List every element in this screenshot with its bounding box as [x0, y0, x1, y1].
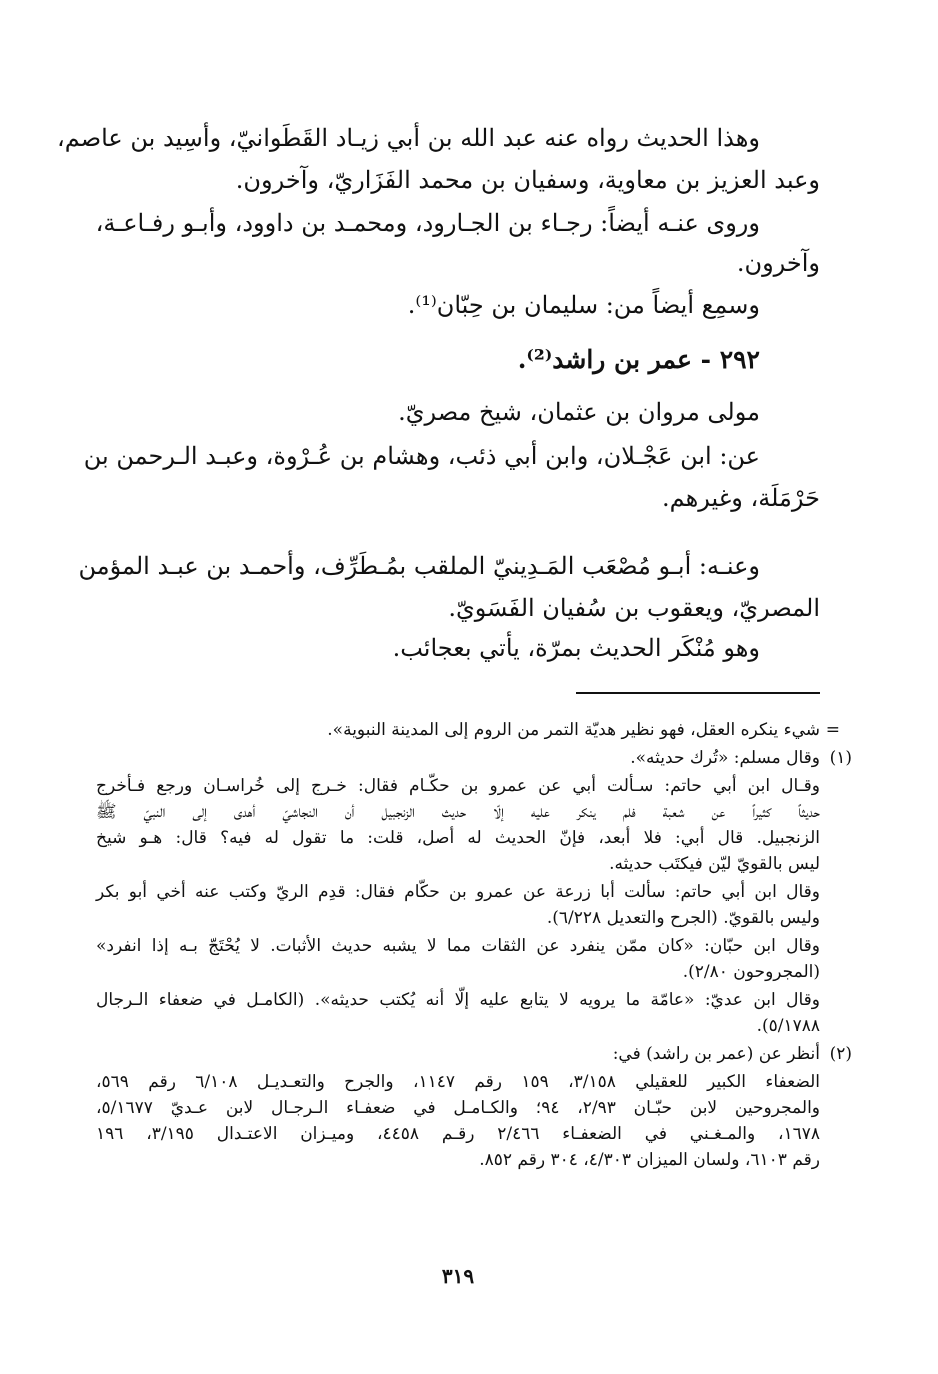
main-text-line: مولى مروان بن عثمان، شيخ مصريّ. [398, 398, 760, 426]
footnote-line: وقـال ابن أبي حاتم: سـألت أبي عن عمرو بن حكّـام فقال: خـرج إلى خُراسـان ورجع فـأخرج [96, 776, 820, 796]
footnote-separator [576, 692, 820, 694]
entry-heading: ٢٩٢ - عمر بن راشد⁽²⁾. [517, 345, 760, 374]
main-text-line: وعبد العزيز بن معاوية، وسفيان بن محمد الفَزَاريّ، وآخرون. [235, 166, 820, 194]
book-page [57, 0, 852, 1374]
main-text-line: المصريّ، ويعقوب بن سُفيان الفَسَويّ. [448, 594, 820, 622]
main-text-line: وعنـه: أبـو مُصْعَب المَـدِينيّ الملقب بمُـطَرِّف، وأحمـد بن عبـد المؤمن [78, 552, 760, 580]
footnote-line: حديثاً كثيراً عن شعبة فلم ينكر عليه إلّا حديث الزنجبيل أن النجاشيّ أهدى إلى النبيّ ﷺ [96, 802, 820, 822]
footnote-line: ٥/١٧٨٨). [756, 1016, 820, 1036]
footnote-line: شيء ينكره العقل، فهو نظير هديّة التمر من الروم إلى المدينة النبوية». [327, 720, 820, 740]
main-text-line: وروى عنـه أيضاً: رجـاء بن الجـارود، ومحمـد بن داوود، وأبـو رفـاعـة، [95, 209, 760, 237]
main-text-line: وهذا الحديث رواه عنه عبد الله بن أبي زيـاد القَطَوانيّ، وأسِيد بن عاصم، [57, 124, 760, 152]
footnote-line: رقم ٦١٠٣، ولسان الميزان ٤/٣٠٣، ٣٠٤ رقم ٨٥٢. [479, 1150, 820, 1170]
footnote-continuation-marker: = [825, 720, 840, 740]
footnote-line: والمجروحين لابن حبّـان ٢/٩٣، ٩٤؛ والكـامـل في ضعفـاء الـرجـال لابن عـديّ ٥/١٦٧٧، [96, 1098, 821, 1118]
footnote-line: الضعفاء الكبير للعقيلي ٣/١٥٨، ١٥٩ رقم ١١٤٧، والجرح والتعـديـل ٦/١٠٨ رقم ٥٦٩، [96, 1072, 820, 1092]
main-text-line: وآخرون. [736, 249, 820, 277]
footnote-line: وقال ابن حبّان: «كان ممّن ينفرد عن الثقات مما لا يشبه حديث الأثبات. لا يُحْتَجّ بـه إذا انفرد» [96, 936, 820, 956]
main-text-line: حَرْمَلَة، وغيرهم. [661, 484, 820, 512]
main-text-line: وسمِع أيضاً من: سليمان بن حِبّان⁽¹⁾. [407, 291, 760, 319]
footnote-line: وليس بالقويّ. (الجرح والتعديل ٦/٢٢٨). [546, 908, 820, 928]
footnote-line: الزنجبيل. قال أبي: فلا أبعد، فإنّ الحديث له أصل، قلت: ما تقول له فيه؟ قال: هـو شيخ [96, 828, 820, 848]
footnote-line: ١٦٧٨، والمـغـني في الضعفـاء ٢/٤٦٦ رقـم ٤٤٥٨، وميـزان الاعتـدال ٣/١٩٥، ١٩٦ [96, 1124, 820, 1144]
main-text-line: وهو مُنْكَر الحديث بمرّة، يأتي بعجائب. [392, 634, 760, 662]
page-number: ٣١٩ [441, 1264, 475, 1288]
footnote-line: ليس بالقويّ ليّن فيكتَب حديثه. [609, 854, 820, 874]
footnote-line: وقال ابن عديّ: «عامّة ما يرويه لا يتابع عليه إلّا أنه يُكتب حديثه». (الكامـل في ضعفاء الـرجال [96, 990, 820, 1010]
main-text-line: عن: ابن عَجْـلان، وابن أبي ذئب، وهشام بن عُـرْوة، وعبـد الـرحمن بن [83, 442, 760, 470]
footnote-line: (المجروحون ٢/٨٠). [682, 962, 820, 982]
footnote-marker: (٢) [829, 1044, 852, 1064]
footnote-marker: (١) [829, 748, 852, 768]
footnote-line: أنظر عن (عمر بن راشد) في: [612, 1044, 820, 1064]
footnote-line: وقال مسلم: «تُرك حديثه». [630, 748, 820, 768]
footnote-line: وقال ابن أبي حاتم: سألت أبا زرعة عن عمرو بن حكّام فقال: قدِم الريّ وكتب عنه أخي أبو بكر [96, 882, 820, 902]
